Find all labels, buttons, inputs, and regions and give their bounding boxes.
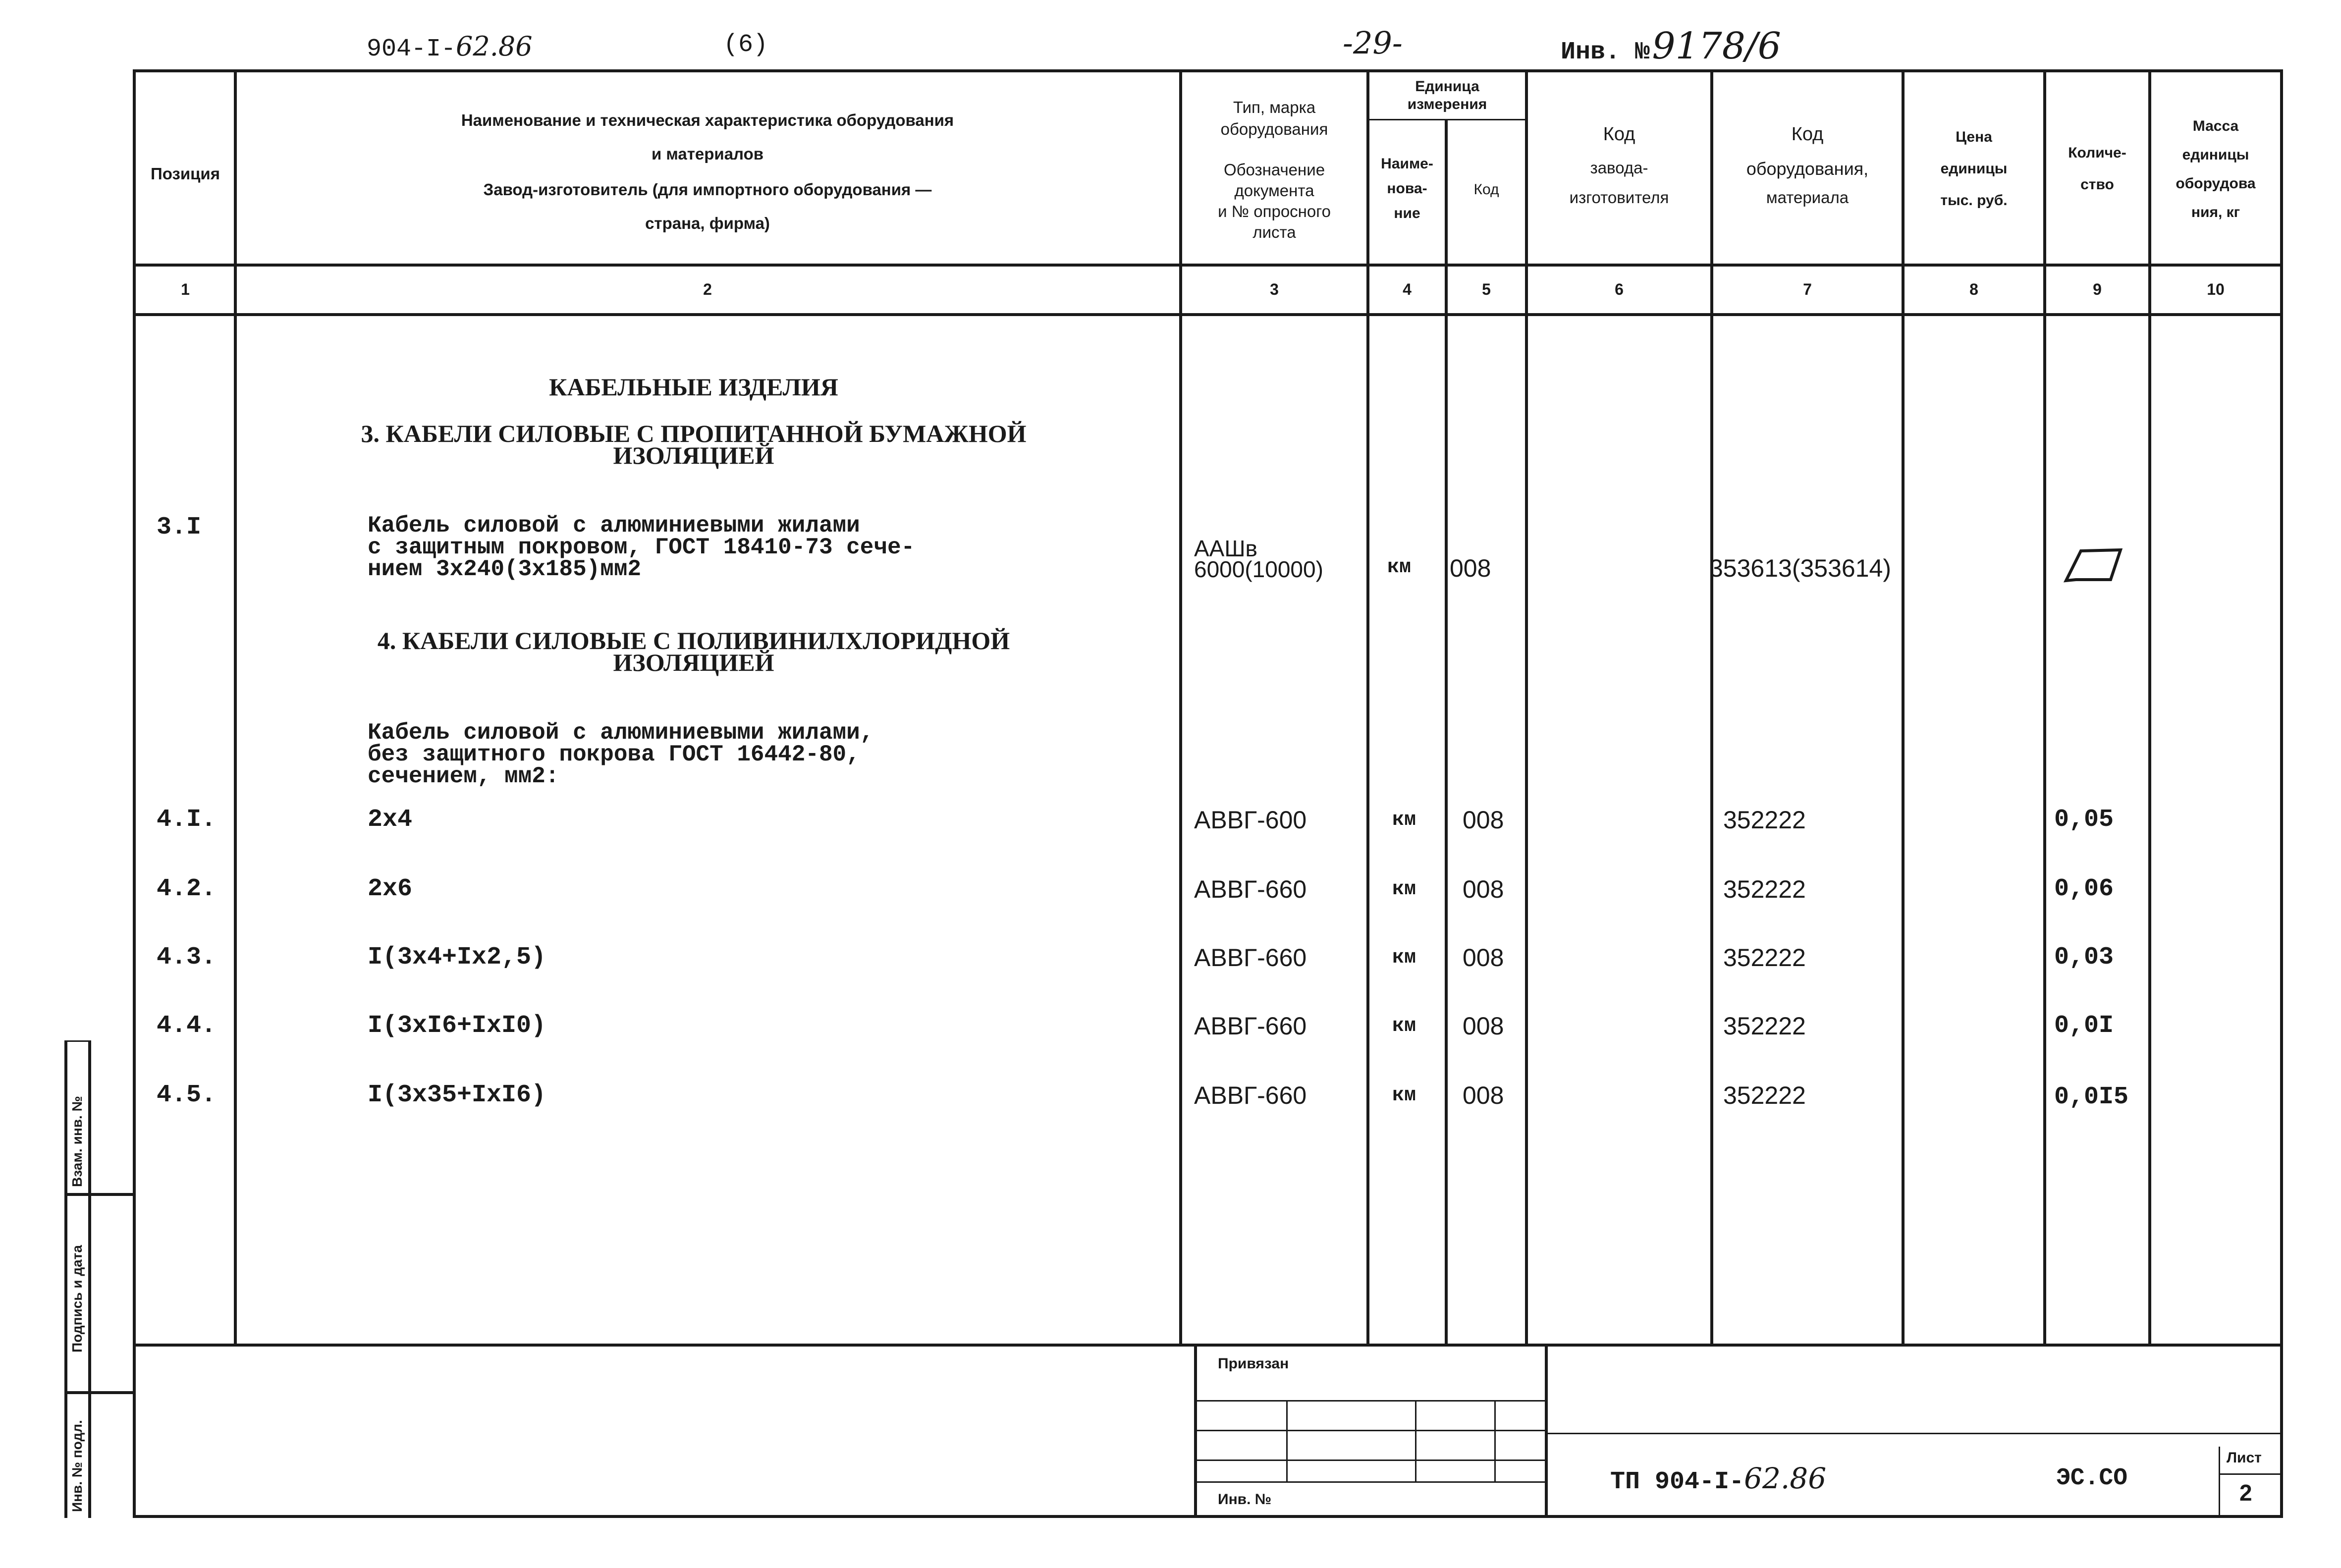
side-label-podpis: Подпись и дата (69, 1245, 85, 1352)
item-31-type-line2: 6000(10000) (1194, 556, 1323, 582)
col-div-2 (1179, 69, 1182, 1345)
frame-top-line (133, 69, 2283, 72)
col-div-9 (2148, 69, 2151, 1345)
colnum-3: 3 (1270, 280, 1279, 298)
row-qty: 0,05 (2054, 806, 2114, 834)
stamp-doc-code-handwritten: 62.86 (1744, 1461, 1827, 1495)
section4-title-line2: ИЗОЛЯЦИЕЙ (613, 649, 774, 676)
stamp-grid-h2 (1194, 1430, 1545, 1431)
sheet-group: (6) (723, 31, 768, 59)
header-factory-code-line3: изготовителя (1569, 188, 1669, 207)
header-name-line2: и материалов (651, 145, 764, 163)
header-name-line3: Завод-изготовитель (для импортного оборудования — (483, 180, 932, 199)
section4-intro-line3: сечением, мм2: (368, 763, 559, 789)
section4-intro-line2: без защитного покрова ГОСТ 16442-80, (368, 742, 860, 767)
col-div-1 (234, 69, 237, 1345)
row-unit: км (1392, 1015, 1416, 1037)
colnum-9: 9 (2093, 280, 2102, 298)
row-desc: I(3хI6+IхI0) (368, 1012, 546, 1040)
row-type: АВВГ-660 (1194, 1081, 1307, 1109)
row-qty: 0,06 (2054, 875, 2114, 903)
stamp-grid-h4 (1194, 1481, 1545, 1483)
stamp-doc-code-printed: ТП 904-I- (1610, 1468, 1744, 1496)
header-price-line3: тыс. руб. (1940, 192, 2008, 209)
side-strip-top (64, 1040, 90, 1042)
unit-group-line (1366, 119, 1525, 120)
inventory-block (1561, 25, 1781, 67)
row-unit: км (1392, 947, 1416, 969)
header-unit-name-line3: ние (1394, 205, 1420, 221)
side-strip-div1 (64, 1193, 136, 1196)
header-mass-line2: единицы (2182, 147, 2249, 163)
frame-bottom-line (133, 1515, 2283, 1518)
col-div-7 (1902, 69, 1905, 1345)
row-unit-code: 008 (1463, 944, 1504, 972)
row-desc: I(3х4+Iх2,5) (368, 943, 546, 972)
item-31-equip-code: 353613(353614) (1709, 554, 1891, 582)
row-equip-code: 352222 (1723, 806, 1806, 834)
row-position: 4.I. (157, 806, 217, 834)
stamp-sheet-number: 2 (2239, 1480, 2252, 1506)
item-31-position: 3.I (157, 513, 202, 541)
colnum-bottom-line (133, 313, 2283, 316)
stamp-grid-h1 (1194, 1400, 1545, 1402)
col-div-5 (1525, 69, 1528, 1345)
stamp-inv-no: Инв. № (1218, 1491, 1272, 1508)
row-equip-code: 352222 (1723, 1081, 1806, 1109)
row-type: АВВГ-660 (1194, 1012, 1307, 1040)
header-name-line1: Наименование и техническая характеристика оборудования (461, 111, 954, 129)
row-type: АВВГ-660 (1194, 875, 1307, 903)
header-factory-code-line1: Код (1603, 124, 1635, 145)
row-type: АВВГ-600 (1194, 806, 1307, 834)
item-31-desc-line3: нием 3х240(3х185)мм2 (368, 556, 642, 582)
stamp-grid-v1 (1286, 1400, 1288, 1481)
header-unit-group-line2: измерения (1407, 96, 1487, 112)
col-div-3 (1366, 69, 1369, 1345)
header-mass-line3: оборудова (2176, 175, 2256, 192)
header-name-line4: страна, фирма) (645, 214, 770, 232)
stamp-sheet-label: Лист (2227, 1450, 2262, 1466)
side-label-inv-podl: Инв. № подл. (69, 1420, 85, 1512)
header-type-line4: документа (1234, 181, 1314, 200)
row-unit-code: 008 (1463, 1081, 1504, 1109)
stamp-div-2 (1545, 1344, 1548, 1518)
row-unit-code: 008 (1463, 875, 1504, 903)
stamp-grid-v2 (1415, 1400, 1416, 1481)
stamp-privyazan: Привязан (1218, 1355, 1289, 1372)
header-factory-code-line2: завода- (1590, 159, 1648, 177)
side-strip-left (64, 1040, 67, 1518)
header-type-line1: Тип, марка (1233, 98, 1316, 116)
header-unit-name-line1: Наиме- (1381, 156, 1433, 172)
item-31-unit-code: 008 (1450, 554, 1491, 582)
colnum-5: 5 (1482, 280, 1491, 298)
frame-right-line (2280, 69, 2283, 1518)
col-div-4 (1445, 119, 1448, 1345)
row-position: 4.5. (157, 1081, 217, 1109)
header-unit-code: Код (1473, 181, 1499, 198)
section4-title-line1: 4. КАБЕЛИ СИЛОВЫЕ С ПОЛИВИНИЛХЛОРИДНОЙ (377, 627, 1010, 654)
row-unit-code: 008 (1463, 806, 1504, 834)
colnum-10: 10 (2207, 280, 2225, 298)
row-desc: 2х4 (368, 806, 413, 834)
item-31-desc-line1: Кабель силовой с алюминиевыми жилами (368, 513, 860, 539)
header-mass-line4: ния, кг (2191, 204, 2240, 220)
row-equip-code: 352222 (1723, 1012, 1806, 1040)
item-31-unit: км (1387, 556, 1412, 579)
project-code-printed: 904-I- (367, 35, 456, 63)
header-unit-group-line1: Единица (1415, 78, 1479, 95)
header-type-line3: Обозначение (1223, 161, 1325, 179)
row-desc: 2х6 (368, 875, 413, 903)
header-type-line2: оборудования (1220, 120, 1328, 138)
stamp-grid-v3 (1494, 1400, 1496, 1481)
colnum-4: 4 (1403, 280, 1412, 298)
colnum-7: 7 (1803, 280, 1812, 298)
row-position: 4.4. (157, 1012, 217, 1040)
section4-intro-line1: Кабель силовой с алюминиевыми жилами, (368, 720, 874, 746)
header-qty-line1: Количе- (2068, 145, 2126, 161)
row-unit: км (1392, 1084, 1416, 1107)
row-desc: I(3х35+IхI6) (368, 1081, 546, 1109)
inventory-number: 9178/6 (1652, 25, 1781, 67)
header-equip-code-line3: материала (1766, 188, 1849, 207)
header-mass-line1: Масса (2192, 118, 2239, 134)
item-31-qty-box (2061, 545, 2130, 585)
header-equip-code-line1: Код (1791, 124, 1824, 145)
header-price-line1: Цена (1956, 129, 1992, 145)
header-type-line5: и № опросного (1218, 202, 1331, 220)
colnum-1: 1 (181, 280, 190, 298)
item-31-desc-line2: с защитным покровом, ГОСТ 18410-73 сече- (368, 535, 915, 560)
item-31-type-line1: ААШв (1194, 536, 1257, 561)
header-unit-name-line2: нова- (1387, 180, 1427, 197)
section3-title-line2: ИЗОЛЯЦИЕЙ (613, 441, 774, 469)
row-qty: 0,0I (2054, 1012, 2114, 1040)
row-qty: 0,0I5 (2054, 1083, 2129, 1111)
row-unit: км (1392, 809, 1416, 831)
header-equip-code-line2: оборудования, (1746, 159, 1869, 179)
header-position: Позиция (151, 164, 220, 183)
side-label-vzam: Взам. инв. № (69, 1096, 85, 1187)
header-bottom-line (133, 264, 2283, 267)
row-equip-code: 352222 (1723, 944, 1806, 972)
frame-left-line (133, 69, 136, 1518)
row-position: 4.3. (157, 943, 217, 972)
row-qty: 0,03 (2054, 943, 2114, 972)
row-unit: км (1392, 878, 1416, 901)
section3-title-line1: 3. КАБЕЛИ СИЛОВЫЕ С ПРОПИТАННОЙ БУМАЖНОЙ (361, 420, 1027, 447)
stamp-doc-suffix: ЭС.СО (2056, 1465, 2128, 1492)
row-equip-code: 352222 (1723, 875, 1806, 903)
header-price-line2: единицы (1940, 161, 2008, 177)
header-qty-line2: ство (2080, 176, 2114, 193)
project-code (367, 31, 533, 63)
stamp-sheet-line (2219, 1473, 2280, 1475)
stamp-title-line (1545, 1433, 2280, 1434)
row-unit-code: 008 (1463, 1012, 1504, 1040)
row-position: 4.2. (157, 875, 217, 903)
colnum-2: 2 (703, 280, 712, 298)
header-type-line6: листа (1252, 223, 1296, 241)
project-code-handwritten: 62.86 (456, 31, 533, 62)
inventory-label: Инв. № (1561, 38, 1650, 66)
stamp-sheet-div (2219, 1447, 2220, 1516)
colnum-6: 6 (1615, 280, 1624, 298)
stamp-doc-code (1610, 1461, 1826, 1496)
col-div-6 (1710, 69, 1713, 1345)
col-div-8 (2043, 69, 2046, 1345)
side-strip-div2 (64, 1391, 136, 1394)
stamp-grid-h3 (1194, 1460, 1545, 1461)
row-type: АВВГ-660 (1194, 944, 1307, 972)
stamp-top-line (133, 1344, 2283, 1347)
side-strip-mid (88, 1040, 91, 1518)
page-number: -29- (1343, 25, 1403, 61)
colnum-8: 8 (1969, 280, 1978, 298)
group-title: КАБЕЛЬНЫЕ ИЗДЕЛИЯ (549, 373, 838, 401)
